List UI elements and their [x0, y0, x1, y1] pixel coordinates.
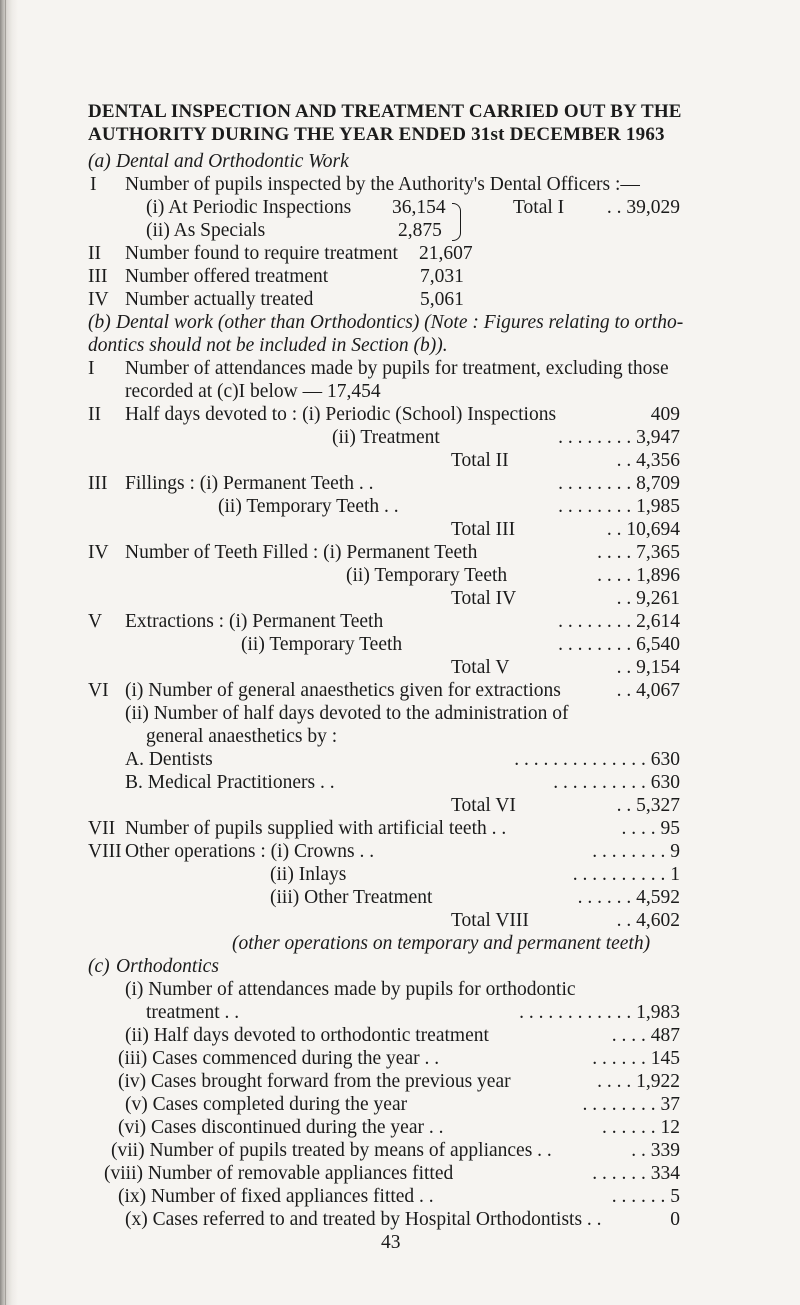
c-iii-value: . . . . . . 145 — [592, 1048, 680, 1069]
a-iii-text: Number offered treatment — [125, 266, 329, 287]
b-iv-number: IV — [88, 542, 109, 563]
c-ix-text: (ix) Number of fixed appliances fitted . . — [118, 1186, 434, 1207]
b-vi-a-value: . . . . . . . . . . . . . . 630 — [514, 749, 680, 770]
b-iv-text-2: (ii) Temporary Teeth — [346, 565, 508, 586]
b-viii-note: (other operations on temporary and permanent teeth) — [232, 933, 651, 954]
a-iv-value: 5,061 — [420, 289, 464, 310]
b-v-total-value: . . 9,154 — [616, 657, 680, 678]
section-a-title: Dental and Orthodontic Work — [116, 151, 349, 172]
report-heading-line-2: AUTHORITY DURING THE YEAR ENDED 31st DECEMBER 1963 — [88, 124, 665, 145]
b-ii-value-2: . . . . . . . . 3,947 — [558, 427, 680, 448]
section-b-title-line-1: Dental work (other than Orthodontics) (Note : Figures relating to ortho- — [116, 312, 684, 333]
b-ii-number: II — [88, 404, 101, 425]
b-i-text-1: Number of attendances made by pupils for treatment, excluding those — [125, 358, 669, 379]
a-total-label: Total I — [513, 197, 565, 218]
a-i-number: I — [90, 174, 97, 195]
b-v-value-2: . . . . . . . . 6,540 — [558, 634, 680, 655]
section-b-letter: (b) — [88, 312, 111, 333]
c-i-text-2: treatment . . — [146, 1002, 240, 1023]
b-vi-number: VI — [88, 680, 109, 701]
b-iii-value-2: . . . . . . . . 1,985 — [558, 496, 680, 517]
b-viii-total-label: Total VIII — [451, 910, 529, 931]
b-ii-total-label: Total II — [451, 450, 509, 471]
b-iii-text: Fillings : (i) Permanent Teeth . . — [125, 473, 374, 494]
b-iv-total-label: Total IV — [451, 588, 517, 609]
b-vi-text-2: (ii) Number of half days devoted to the administration of — [125, 703, 569, 724]
c-ix-value: . . . . . . 5 — [611, 1186, 680, 1207]
b-iv-value-2: . . . . 1,896 — [597, 565, 680, 586]
a-i2-value: 2,875 — [398, 220, 442, 241]
section-b-title-line-2: dontics should not be included in Section (b)). — [88, 335, 448, 356]
b-ii-value-1: 409 — [650, 404, 680, 425]
a-iii-number: III — [88, 266, 108, 287]
a-iv-text: Number actually treated — [125, 289, 314, 310]
c-v-value: . . . . . . . . 37 — [582, 1094, 680, 1115]
b-v-text-2: (ii) Temporary Teeth — [241, 634, 403, 655]
a-i-text: Number of pupils inspected by the Authority's Dental Officers :— — [125, 174, 640, 195]
b-iii-total-label: Total III — [451, 519, 516, 540]
report-heading-line-1: DENTAL INSPECTION AND TREATMENT CARRIED OUT BY THE — [88, 101, 682, 122]
section-c-title: Orthodontics — [116, 956, 219, 977]
c-v-text: (v) Cases completed during the year — [125, 1094, 408, 1115]
b-iv-value-1: . . . . 7,365 — [597, 542, 680, 563]
c-iv-value: . . . . 1,922 — [597, 1071, 680, 1092]
b-vi-b-text: B. Medical Practitioners . . — [125, 772, 335, 793]
book-spine-shadow — [0, 0, 18, 1305]
section-c-letter: (c) — [88, 956, 110, 977]
c-i-value: . . . . . . . . . . . . 1,983 — [519, 1002, 680, 1023]
a-i1-value: 36,154 — [392, 197, 446, 218]
b-vii-text: Number of pupils supplied with artificial teeth . . — [125, 818, 507, 839]
b-vi-b-value: . . . . . . . . . . 630 — [553, 772, 680, 793]
c-iv-text: (iv) Cases brought forward from the previous year — [118, 1071, 511, 1092]
b-v-value-1: . . . . . . . . 2,614 — [558, 611, 680, 632]
a-iv-number: IV — [88, 289, 109, 310]
b-iii-text-2: (ii) Temporary Teeth . . — [218, 496, 399, 517]
section-a-letter: (a) — [88, 151, 111, 172]
c-x-text: (x) Cases referred to and treated by Hospital Orthodontists . . — [125, 1209, 602, 1230]
brace-bracket — [452, 203, 461, 241]
b-iv-text: Number of Teeth Filled : (i) Permanent Teeth — [125, 542, 478, 563]
c-ii-text: (ii) Half days devoted to orthodontic treatment — [125, 1025, 489, 1046]
b-iii-total-value: . . 10,694 — [606, 519, 680, 540]
c-x-value: 0 — [670, 1209, 680, 1230]
b-v-number: V — [88, 611, 103, 632]
b-viii-text-3: (iii) Other Treatment — [270, 887, 433, 908]
c-vii-text: (vii) Number of pupils treated by means of appliances . . — [111, 1140, 552, 1161]
b-viii-value-3: . . . . . . 4,592 — [577, 887, 680, 908]
c-vi-text: (vi) Cases discontinued during the year . . — [118, 1117, 444, 1138]
c-viii-text: (viii) Number of removable appliances fitted — [104, 1163, 454, 1184]
a-ii-value: 21,607 — [419, 243, 473, 264]
b-viii-text: Other operations : (i) Crowns . . — [125, 841, 375, 862]
a-ii-text: Number found to require treatment — [125, 243, 398, 264]
b-iv-total-value: . . 9,261 — [616, 588, 680, 609]
b-ii-text: Half days devoted to : (i) Periodic (School) Inspections — [125, 404, 557, 425]
a-iii-value: 7,031 — [420, 266, 464, 287]
b-vi-a-text: A. Dentists — [125, 749, 213, 770]
b-vii-number: VII — [88, 818, 116, 839]
b-viii-number: VIII — [88, 841, 122, 862]
b-vi-total-label: Total VI — [451, 795, 516, 816]
c-ii-value: . . . . 487 — [611, 1025, 680, 1046]
c-vi-value: . . . . . . 12 — [602, 1117, 680, 1138]
c-iii-text: (iii) Cases commenced during the year . . — [118, 1048, 440, 1069]
b-i-number: I — [88, 358, 95, 379]
b-viii-value-2: . . . . . . . . . . 1 — [572, 864, 680, 885]
a-i1-text: (i) At Periodic Inspections — [146, 197, 352, 218]
b-vi-total-value: . . 5,327 — [616, 795, 680, 816]
b-vi-value-1: . . 4,067 — [616, 680, 680, 701]
a-ii-number: II — [88, 243, 101, 264]
b-viii-total-value: . . 4,602 — [616, 910, 680, 931]
c-vii-value: . . 339 — [631, 1140, 680, 1161]
b-iii-value-1: . . . . . . . . 8,709 — [558, 473, 680, 494]
c-i-text-1: (i) Number of attendances made by pupils for orthodontic — [125, 979, 576, 1000]
b-v-text: Extractions : (i) Permanent Teeth — [125, 611, 384, 632]
b-v-total-label: Total V — [451, 657, 510, 678]
b-vii-value: . . . . 95 — [621, 818, 680, 839]
b-vi-text-3: general anaesthetics by : — [146, 726, 338, 747]
c-viii-value: . . . . . . 334 — [592, 1163, 680, 1184]
b-ii-text-2: (ii) Treatment — [332, 427, 440, 448]
a-i2-text: (ii) As Specials — [146, 220, 266, 241]
b-i-text-2: recorded at (c)I below — 17,454 — [125, 381, 381, 402]
b-ii-total-value: . . 4,356 — [616, 450, 680, 471]
b-iii-number: III — [88, 473, 108, 494]
page-number: 43 — [381, 1232, 401, 1253]
b-viii-value-1: . . . . . . . . 9 — [592, 841, 680, 862]
b-vi-text-1: (i) Number of general anaesthetics given for extractions — [125, 680, 561, 701]
a-total-value: . . 39,029 — [606, 197, 680, 218]
b-viii-text-2: (ii) Inlays — [270, 864, 347, 885]
